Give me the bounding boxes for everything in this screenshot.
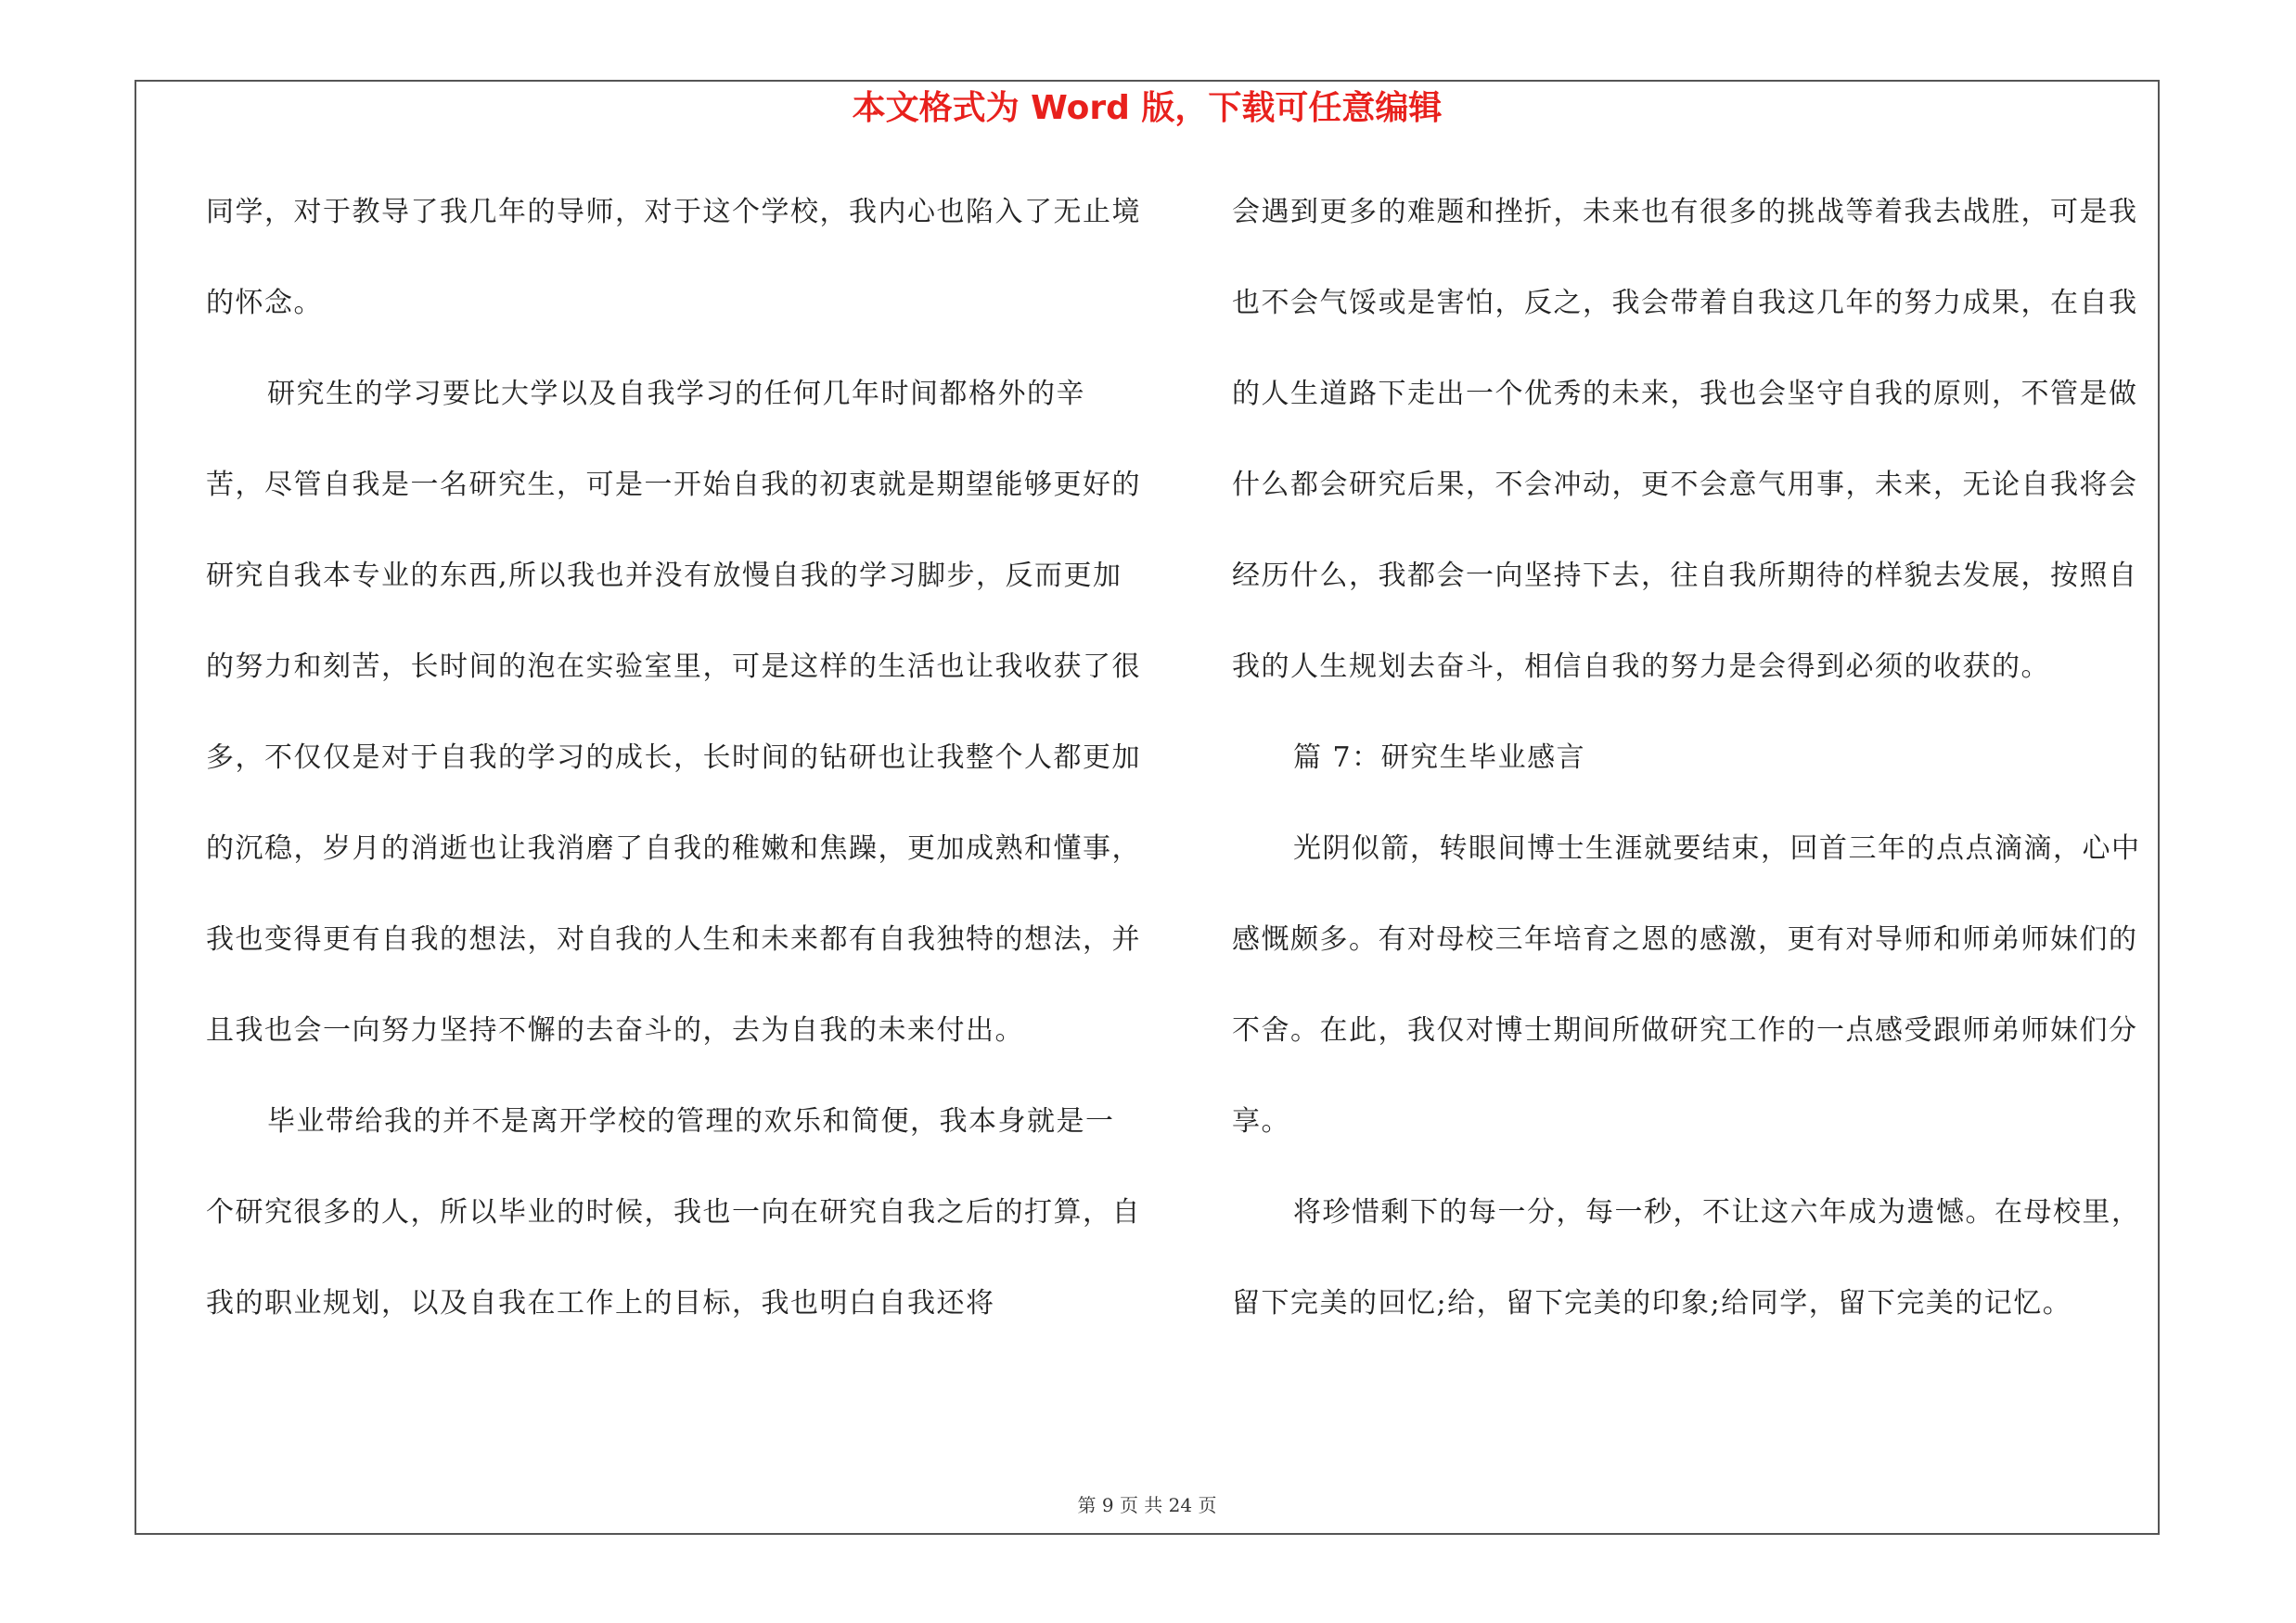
header-banner: 本文格式为 Word 版，下载可任意编辑 bbox=[852, 89, 1443, 127]
right-paragraph-2: 光阴似箭，转眼间博士生涯就要结束，回首三年的点点滴滴，心中感慨颇多。有对母校三年培育之恩的感激，更有对导师和师弟师妹们的不舍。在此，我仅对博士期间所做研究工作的一点感受跟师弟师妹们分享。 bbox=[1232, 832, 2141, 1138]
left-paragraph-2: 研究生的学习要比大学以及自我学习的任何几年时间都格外的辛苦，尽管自我是一名研究生，可是一开始自我的初衷就是期望能够更好的研究自我本专业的东西,所以我也并没有放慢自我的学习脚步，反而更加的努力和刻苦，长时间的泡在实验室里，可是这样的生活也让我收获了很多，不仅仅是对于自我的学习的成长，长时间的钻研也让我整个人都更加的沉稳，岁月的消逝也让我消磨了自我的稚嫩和焦躁，更加成熟和懂事，我也变得更有自我的想法，对自我的人生和未来都有自我独特的想法，并且我也会一向努力坚持不懈的去奋斗的，去为自我的未来付出。 bbox=[206, 378, 1141, 1047]
page-footer: 第 9 页 共 24 页 bbox=[1077, 1494, 1217, 1516]
right-paragraph-3: 将珍惜剩下的每一分，每一秒，不让这六年成为遗憾。在母校里，留下完美的回忆;给，留下完美的印象;给同学，留下完美的记忆。 bbox=[1232, 1196, 2141, 1320]
right-paragraph-1: 会遇到更多的难题和挫折，未来也有很多的挑战等着我去战胜，可是我也不会气馁或是害怕，反之，我会带着自我这几年的努力成果，在自我的人生道路下走出一个优秀的未来，我也会坚守自我的原则，不管是做什么都会研究后果，不会冲动，更不会意气用事，未来，无论自我将会经历什么，我都会一向坚持下去，往自我所期待的样貌去发展，按照自我的人生规划去奋斗，相信自我的努力是会得到必须的收获的。 bbox=[1232, 196, 2138, 683]
left-paragraph-1: 同学，对于教导了我几年的导师，对于这个学校，我内心也陷入了无止境的怀念。 bbox=[206, 196, 1141, 319]
right-column bbox=[1232, 167, 2160, 1349]
section-heading: 篇 7：研究生毕业感言 bbox=[1293, 741, 1586, 774]
left-paragraph-3: 毕业带给我的并不是离开学校的管理的欢乐和简便，我本身就是一个研究很多的人，所以毕业的时候，我也一向在研究自我之后的打算，自我的职业规划，以及自我在工作上的目标，我也明白自我还将 bbox=[206, 1105, 1141, 1320]
left-column bbox=[206, 167, 1143, 1349]
